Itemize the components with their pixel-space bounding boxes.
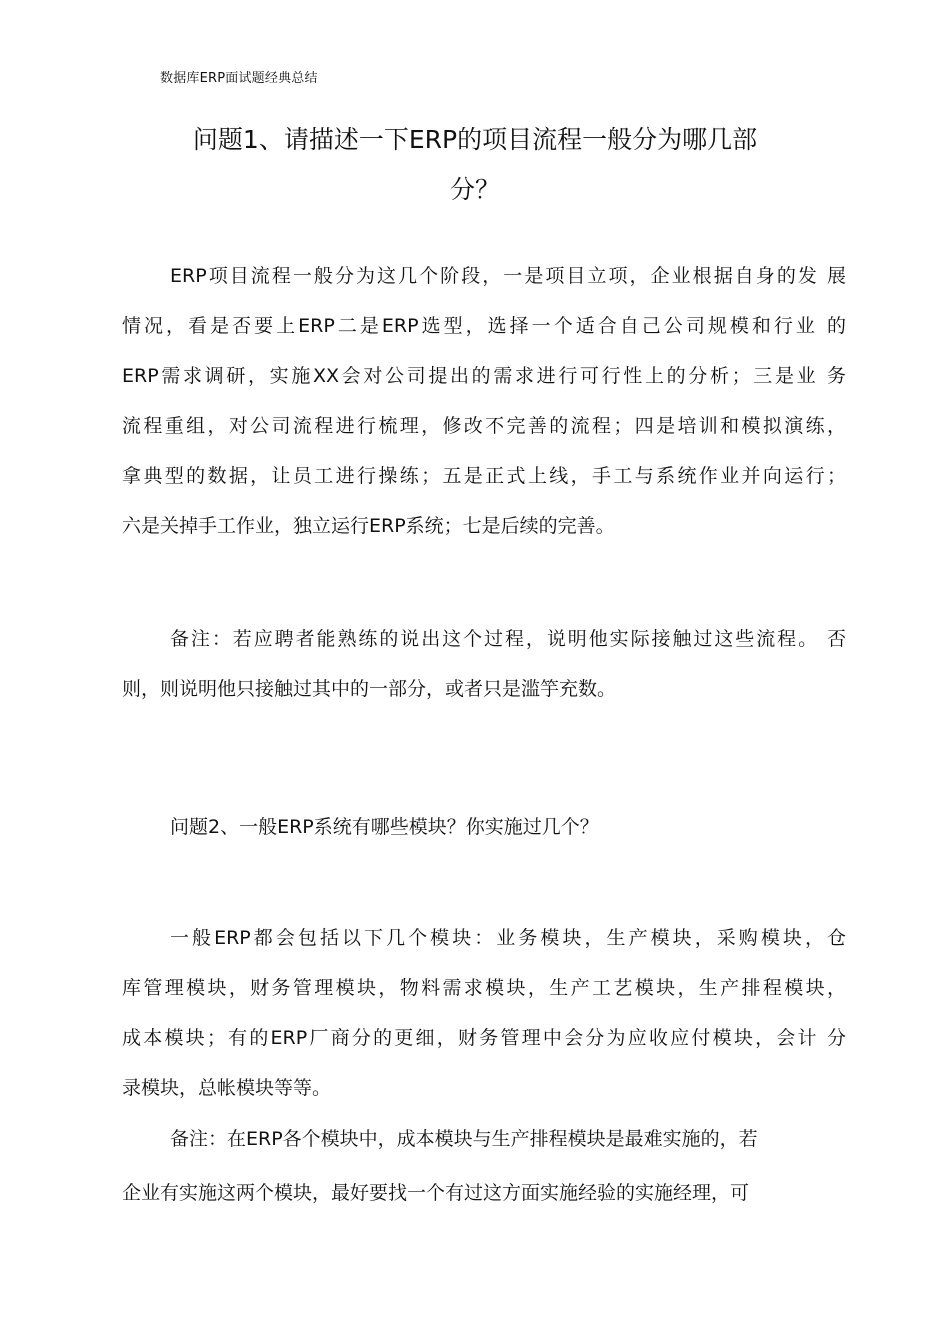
answer-2-line: 成本模块；有的ERP厂商分的更细，财务管理中会分为应收应付模块，会计 分 [122, 1027, 846, 1049]
answer-1-line: ERP需求调研，实施XX会对公司提出的需求进行可行性上的分析；三是业 务 [122, 365, 846, 387]
answer-2-paragraph [122, 913, 846, 1113]
answer-1-line: 拿典型的数据，让员工进行操练；五是正式上线，手工与系统作业并向运行； [122, 465, 846, 487]
note-1-paragraph [122, 614, 846, 714]
note-1-line: 备注：若应聘者能熟练的说出这个过程，说明他实际接触过这些流程。 否 [170, 628, 846, 650]
note-2-line: 备注：在ERP各个模块中，成本模块与生产排程模块是最难实施的，若 [170, 1128, 758, 1150]
question-1-title-line-1: 问题1、请描述一下ERP的项目流程一般分为哪几部 [192, 125, 758, 154]
answer-2-line: 录模块，总帐模块等等。 [122, 1077, 332, 1099]
note-1-line: 则，则说明他只接触过其中的一部分，或者只是滥竽充数。 [122, 678, 617, 700]
document-header: 数据库ERP面试题经典总结 [160, 71, 318, 86]
note-2-paragraph [122, 1114, 846, 1218]
question-2-paragraph [122, 802, 846, 852]
answer-2-line: 一般ERP都会包括以下几个模块：业务模块，生产模块，采购模块，仓 [170, 927, 846, 949]
question-1-title-line-2: 分？ [449, 175, 500, 204]
answer-1-line: 情况，看是否要上ERP二是ERP选型，选择一个适合自己公司规模和行业 的 [122, 315, 846, 337]
note-2-line: 企业有实施这两个模块，最好要找一个有过这方面实施经验的实施经理，可 [122, 1182, 750, 1204]
answer-1-line: 流程重组，对公司流程进行梳理，修改不完善的流程；四是培训和模拟演练， [122, 415, 846, 437]
answer-1-paragraph [122, 251, 846, 551]
answer-1-line: ERP项目流程一般分为这几个阶段，一是项目立项，企业根据自身的发 展 [170, 265, 846, 287]
question-2-title: 问题2、一般ERP系统有哪些模块？你实施过几个？ [170, 816, 599, 838]
answer-2-line: 库管理模块，财务管理模块，物料需求模块，生产工艺模块，生产排程模块， [122, 977, 846, 999]
answer-1-line: 六是关掉手工作业，独立运行ERP系统；七是后续的完善。 [122, 515, 615, 537]
